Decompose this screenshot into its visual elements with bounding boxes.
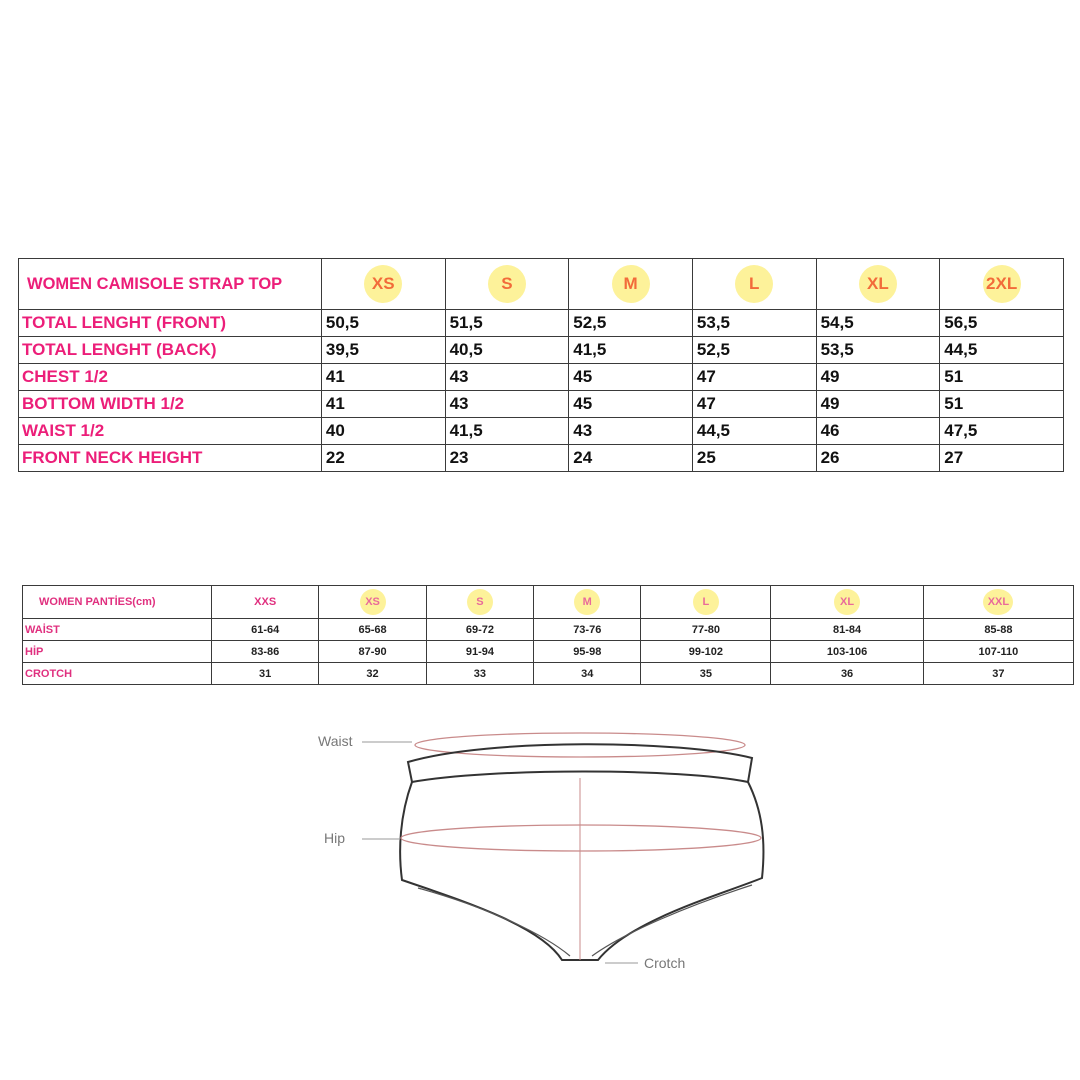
cell-value: 25 bbox=[692, 445, 816, 472]
cell-value: 50,5 bbox=[321, 310, 445, 337]
cell-value: 83-86 bbox=[212, 641, 319, 663]
table-row bbox=[19, 418, 1064, 445]
cell-value: 37 bbox=[923, 663, 1073, 685]
panties-measurement-diagram bbox=[300, 720, 780, 980]
size-badge-s: S bbox=[467, 589, 493, 615]
cell-value: 39,5 bbox=[321, 337, 445, 364]
cell-value: 23 bbox=[445, 445, 569, 472]
cell-value: 43 bbox=[445, 364, 569, 391]
cell-value: 40 bbox=[321, 418, 445, 445]
cell-value: 47 bbox=[692, 364, 816, 391]
cell-value: 36 bbox=[771, 663, 923, 685]
cell-value: 34 bbox=[534, 663, 641, 685]
cell-value: 41 bbox=[321, 364, 445, 391]
size-badge-xs: XS bbox=[360, 589, 386, 615]
waist-label: Waist bbox=[318, 733, 353, 749]
row-label: TOTAL LENGHT (BACK) bbox=[19, 337, 322, 364]
cell-value: 69-72 bbox=[426, 619, 533, 641]
table-header-row bbox=[19, 259, 1064, 310]
cell-value: 40,5 bbox=[445, 337, 569, 364]
cell-value: 31 bbox=[212, 663, 319, 685]
cell-value: 45 bbox=[569, 391, 693, 418]
cell-value: 65-68 bbox=[319, 619, 426, 641]
cell-value: 41,5 bbox=[445, 418, 569, 445]
size-badge-l: L bbox=[735, 265, 773, 303]
camisole-size-table bbox=[18, 258, 1064, 472]
cell-value: 51 bbox=[940, 364, 1064, 391]
cell-value: 46 bbox=[816, 418, 940, 445]
cell-value: 27 bbox=[940, 445, 1064, 472]
cell-value: 99-102 bbox=[641, 641, 771, 663]
cell-value: 73-76 bbox=[534, 619, 641, 641]
cell-value: 85-88 bbox=[923, 619, 1073, 641]
cell-value: 95-98 bbox=[534, 641, 641, 663]
hip-measure-ellipse bbox=[401, 825, 761, 851]
cell-value: 35 bbox=[641, 663, 771, 685]
size-badge-s: S bbox=[488, 265, 526, 303]
row-label: BOTTOM WIDTH 1/2 bbox=[19, 391, 322, 418]
garment-outline bbox=[400, 782, 763, 960]
cell-value: 81-84 bbox=[771, 619, 923, 641]
cell-value: 56,5 bbox=[940, 310, 1064, 337]
cell-value: 49 bbox=[816, 364, 940, 391]
left-leg-trim bbox=[418, 888, 570, 956]
row-label: CROTCH bbox=[23, 663, 212, 685]
cell-value: 32 bbox=[319, 663, 426, 685]
size-badge-m: M bbox=[574, 589, 600, 615]
waistband-outline bbox=[408, 744, 752, 782]
size-badge-xxl: XXL bbox=[983, 589, 1013, 615]
cell-value: 44,5 bbox=[940, 337, 1064, 364]
row-label: FRONT NECK HEIGHT bbox=[19, 445, 322, 472]
cell-value: 47,5 bbox=[940, 418, 1064, 445]
table-row bbox=[19, 391, 1064, 418]
row-label: CHEST 1/2 bbox=[19, 364, 322, 391]
cell-value: 77-80 bbox=[641, 619, 771, 641]
cell-value: 61-64 bbox=[212, 619, 319, 641]
cell-value: 41 bbox=[321, 391, 445, 418]
cell-value: 41,5 bbox=[569, 337, 693, 364]
table-row bbox=[19, 445, 1064, 472]
crotch-label: Crotch bbox=[644, 955, 686, 971]
camisole-table-title: WOMEN CAMISOLE STRAP TOP bbox=[19, 259, 322, 310]
size-badge-2xl: 2XL bbox=[983, 265, 1021, 303]
size-badge-xs: XS bbox=[364, 265, 402, 303]
cell-value: 91-94 bbox=[426, 641, 533, 663]
cell-value: 51 bbox=[940, 391, 1064, 418]
table-row bbox=[23, 641, 1074, 663]
cell-value: 45 bbox=[569, 364, 693, 391]
cell-value: 54,5 bbox=[816, 310, 940, 337]
table-row bbox=[19, 364, 1064, 391]
row-label: WAIST 1/2 bbox=[19, 418, 322, 445]
cell-value: 52,5 bbox=[692, 337, 816, 364]
cell-value: 43 bbox=[569, 418, 693, 445]
size-label-xxs: XXS bbox=[212, 586, 319, 619]
cell-value: 49 bbox=[816, 391, 940, 418]
cell-value: 87-90 bbox=[319, 641, 426, 663]
table-header-row bbox=[23, 586, 1074, 619]
hip-label: Hip bbox=[324, 830, 346, 846]
panties-table-title: WOMEN PANTİES(cm) bbox=[23, 586, 212, 619]
cell-value: 53,5 bbox=[816, 337, 940, 364]
cell-value: 51,5 bbox=[445, 310, 569, 337]
size-badge-xl: XL bbox=[859, 265, 897, 303]
cell-value: 47 bbox=[692, 391, 816, 418]
cell-value: 24 bbox=[569, 445, 693, 472]
cell-value: 52,5 bbox=[569, 310, 693, 337]
cell-value: 33 bbox=[426, 663, 533, 685]
cell-value: 103-106 bbox=[771, 641, 923, 663]
cell-value: 107-110 bbox=[923, 641, 1073, 663]
cell-value: 44,5 bbox=[692, 418, 816, 445]
size-badge-m: M bbox=[612, 265, 650, 303]
table-row bbox=[19, 337, 1064, 364]
size-badge-l: L bbox=[693, 589, 719, 615]
right-leg-trim bbox=[592, 885, 752, 956]
cell-value: 26 bbox=[816, 445, 940, 472]
cell-value: 53,5 bbox=[692, 310, 816, 337]
row-label: WAİST bbox=[23, 619, 212, 641]
cell-value: 22 bbox=[321, 445, 445, 472]
row-label: HİP bbox=[23, 641, 212, 663]
size-badge-xl: XL bbox=[834, 589, 860, 615]
table-row bbox=[19, 310, 1064, 337]
row-label: TOTAL LENGHT (FRONT) bbox=[19, 310, 322, 337]
panties-size-table bbox=[22, 585, 1074, 685]
cell-value: 43 bbox=[445, 391, 569, 418]
table-row bbox=[23, 619, 1074, 641]
table-row bbox=[23, 663, 1074, 685]
